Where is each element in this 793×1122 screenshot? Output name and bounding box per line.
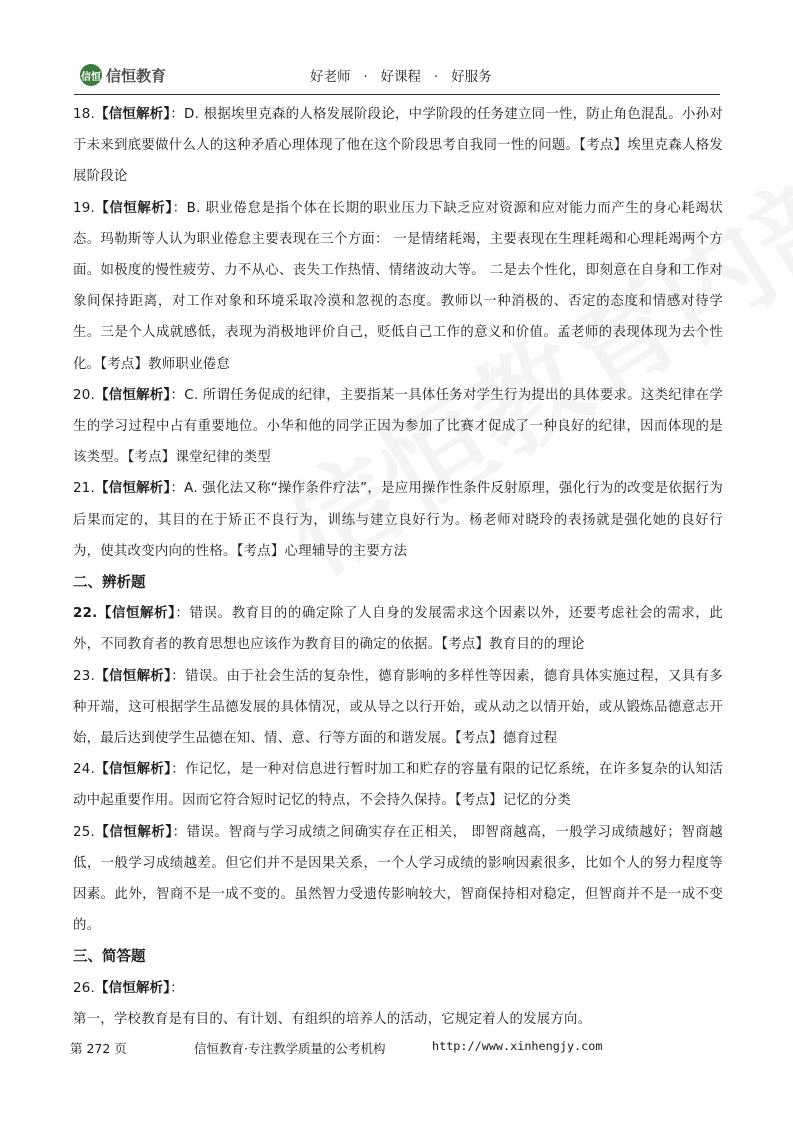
section-heading-analysis: 二、辨析题 [73,574,146,592]
item-number: 20. [73,387,96,403]
item-label: 【信恒解析】 [95,107,171,122]
page-header [74,58,720,94]
item-number: 23. [73,668,96,684]
item-label: 【信恒解析】 [97,606,176,622]
item-text: ：A. 强化法又称“操作条件疗法”，是应用操作性条件反射原理，强化行为的改变是依据行为后果而定的，其目的在于矫正不良行为，训练与建立良好行为。杨老师对晓玲的表扬就是强化她的良好行为，使其改变内向的性格。【考点】心理辅导的主要方法 [73,481,723,559]
item-number: 19. [73,200,96,216]
answer-24 [73,754,723,816]
answer-23 [73,661,723,755]
item-label: 【信恒解析】 [95,200,173,216]
logo-text: 信恒教育 [106,66,167,85]
answer-20 [73,380,723,474]
logo [80,64,166,86]
item-text: ： [170,980,184,996]
answer-25 [73,817,723,942]
answer-21 [73,473,723,567]
item-number: 18. [73,107,96,122]
page-number: 第 272 页 [70,1041,127,1056]
item-text: ：错误。由于社会生活的复杂性，德育影响的多样性等因素，德育具体实施过程，又具有多种开端，这可根据学生品德发展的具体情况，或从导之以行开始，或从动之以情开始，或从锻炼品德意志开始，最后达到使学生品德在知、情、意、行等方面的和谐发展。【考点】德育过程 [73,668,723,747]
footer-org: 信恒教育·专注教学质量的公考机构 [194,1041,386,1056]
header-divider [74,94,720,95]
answer-26 [73,973,723,1004]
answer-19 [73,193,723,380]
item-text: ：错误。智商与学习成绩之间确实存在正相关， 即智商越高，一般学习成绩越好；智商越低，一般学习成绩越差。但它们并不是因果关系，一个人学习成绩的影响因素很多，比如个人的努力程度等因素。此外，智商不是一成不变的。虽然智力受遗传影响较大，智商保持相对稳定，但智商并不是一成不变的。 [73,824,723,934]
item-label: 【信恒解析】 [95,668,172,684]
header-slogan: 好老师 · 好课程 · 好服务 [310,69,492,85]
item-text: ：B. 职业倦怠是指个体在长期的职业压力下缺乏应对资源和应对能力而产生的身心耗竭状态。玛勒斯等人认为职业倦怠主要表现在三个方面： 一是情绪耗竭，主要表现在生理耗竭和心理耗竭两个方面。如极度的慢性疲劳、力不从心、丧失工作热情、情绪波动大等。 二是去个性化，即刻意在自身和工作对象间保持距离，对工作对象和环境采取冷漠和忽视的态度。教师以一种消极的、否定的态度和情感对待学生。三是个人成就感低，表现为消极地评价自己，贬低自己工作的意义和价值。孟老师的表现体现为去个性化。【考点】教师职业倦怠 [73,200,723,372]
item-label: 【信恒解析】 [95,762,172,778]
item-text: ：作记忆，是一种对信息进行暂时加工和贮存的容量有限的记忆系统，在许多复杂的认知活动中起重要作用。因而它符合短时记忆的特点，不会持久保持。【考点】记忆的分类 [73,762,723,809]
logo-icon: 信恒 [80,64,102,86]
item-label: 【信恒解析】 [95,387,171,403]
item-label: 【信恒解析】 [95,481,171,497]
document-body [73,99,723,1035]
answer-26-line-1: 第一，学校教育是有目的、有计划、有组织的培养人的活动，它规定着人的发展方向。 [73,1011,592,1027]
item-label: 【信恒解析】 [95,824,173,840]
item-text: ：错误。教育目的的确定除了人自身的发展需求这个因素以外，还要考虑社会的需求，此外，不同教育者的教育思想也应该作为教育目的确定的依据。【考点】教育目的的理论 [73,606,723,653]
section-heading-short-answer: 三、简答题 [73,948,146,966]
answer-18 [73,99,723,193]
item-text: ：D. 根据埃里克森的人格发展阶段论，中学阶段的任务建立同一性，防止角色混乱。小孙对于未来到底要做什么人的这种矛盾心理体现了他在这个阶段思考自我同一性的问题。【考点】埃里克森人格发展阶段论 [73,107,723,185]
item-number: 24. [73,762,96,778]
item-number: 26. [73,980,96,996]
answer-22 [73,598,723,660]
item-text: ：C. 所谓任务促成的纪律，主要指某一具体任务对学生行为提出的具体要求。这类纪律在学生的学习过程中占有重要地位。小华和他的同学正因为参加了比赛才促成了一种良好的纪律，因而体现的是该类型。【考点】课堂纪律的类型 [73,387,723,466]
item-number: 22. [73,606,98,622]
item-number: 25. [73,824,96,840]
item-number: 21. [73,481,96,497]
page-footer [70,1039,730,1099]
item-label: 【信恒解析】 [95,980,171,996]
footer-url: http://www.xinhengjy.com [432,1039,603,1053]
